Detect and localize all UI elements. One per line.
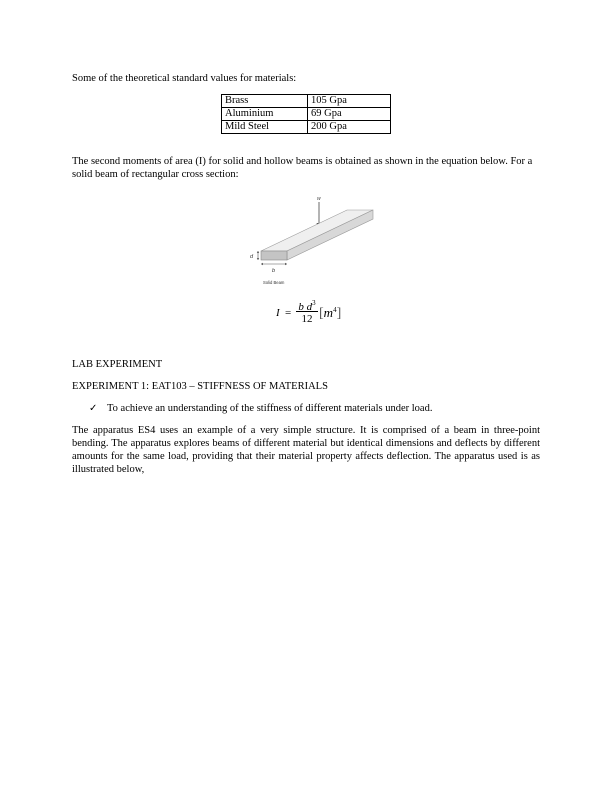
objective-bullet [89, 402, 539, 415]
figure-caption: Solid Beam [263, 280, 285, 285]
formula-denominator: 12 [301, 313, 313, 325]
unit-bracket-open: [ [319, 306, 324, 321]
value-cell: 200 Gpa [308, 121, 391, 134]
table-row [222, 108, 391, 121]
objective-text: To achieve an understanding of the stiffness of different materials under load. [107, 403, 433, 414]
formula-equals: = [285, 307, 292, 319]
beam-end-face [261, 251, 287, 260]
formula-numerator [296, 297, 318, 313]
solid-beam-figure [240, 192, 380, 290]
table-row [222, 121, 391, 134]
value-cell: 105 Gpa [308, 95, 391, 108]
unit-bracket-close: ] [336, 306, 342, 321]
intro-paragraph: Some of the theoretical standard values for materials: [72, 73, 297, 84]
lab-experiment-heading: LAB EXPERIMENT [72, 359, 163, 370]
second-moment-paragraph: The second moments of area (I) for solid and hollow beams is obtained as shown in the equation below. For a solid beam of rectangular cross section: [72, 156, 533, 180]
value-cell: 69 Gpa [308, 108, 391, 121]
apparatus-paragraph: The apparatus ES4 uses an example of a very simple structure. It is comprised of a beam in three-point bending. The apparatus explores beams of different material but identical dimensions and deflects by different amounts for the same load, providing that their material property affects deflection. The apparatus used is as illustrated below, [72, 425, 540, 475]
materials-table [221, 94, 391, 134]
check-icon: ✓ [89, 403, 98, 414]
unit-base: m [323, 305, 334, 320]
experiment-heading: EXPERIMENT 1: EAT103 – STIFFNESS OF MATERIALS [72, 381, 328, 392]
formula-lhs: I [276, 307, 280, 319]
material-cell: Mild Steel [222, 121, 308, 134]
numerator-base: b d [298, 301, 313, 313]
material-cell: Aluminium [222, 108, 308, 121]
formula-unit [319, 305, 341, 322]
formula-fraction [296, 297, 318, 325]
width-label: b [272, 268, 276, 274]
table-row [222, 95, 391, 108]
unit-exponent: 4 [333, 306, 337, 314]
load-label: w [317, 196, 321, 202]
depth-label: d [250, 254, 254, 260]
material-cell: Brass [222, 95, 308, 108]
numerator-exponent: 3 [312, 299, 316, 307]
